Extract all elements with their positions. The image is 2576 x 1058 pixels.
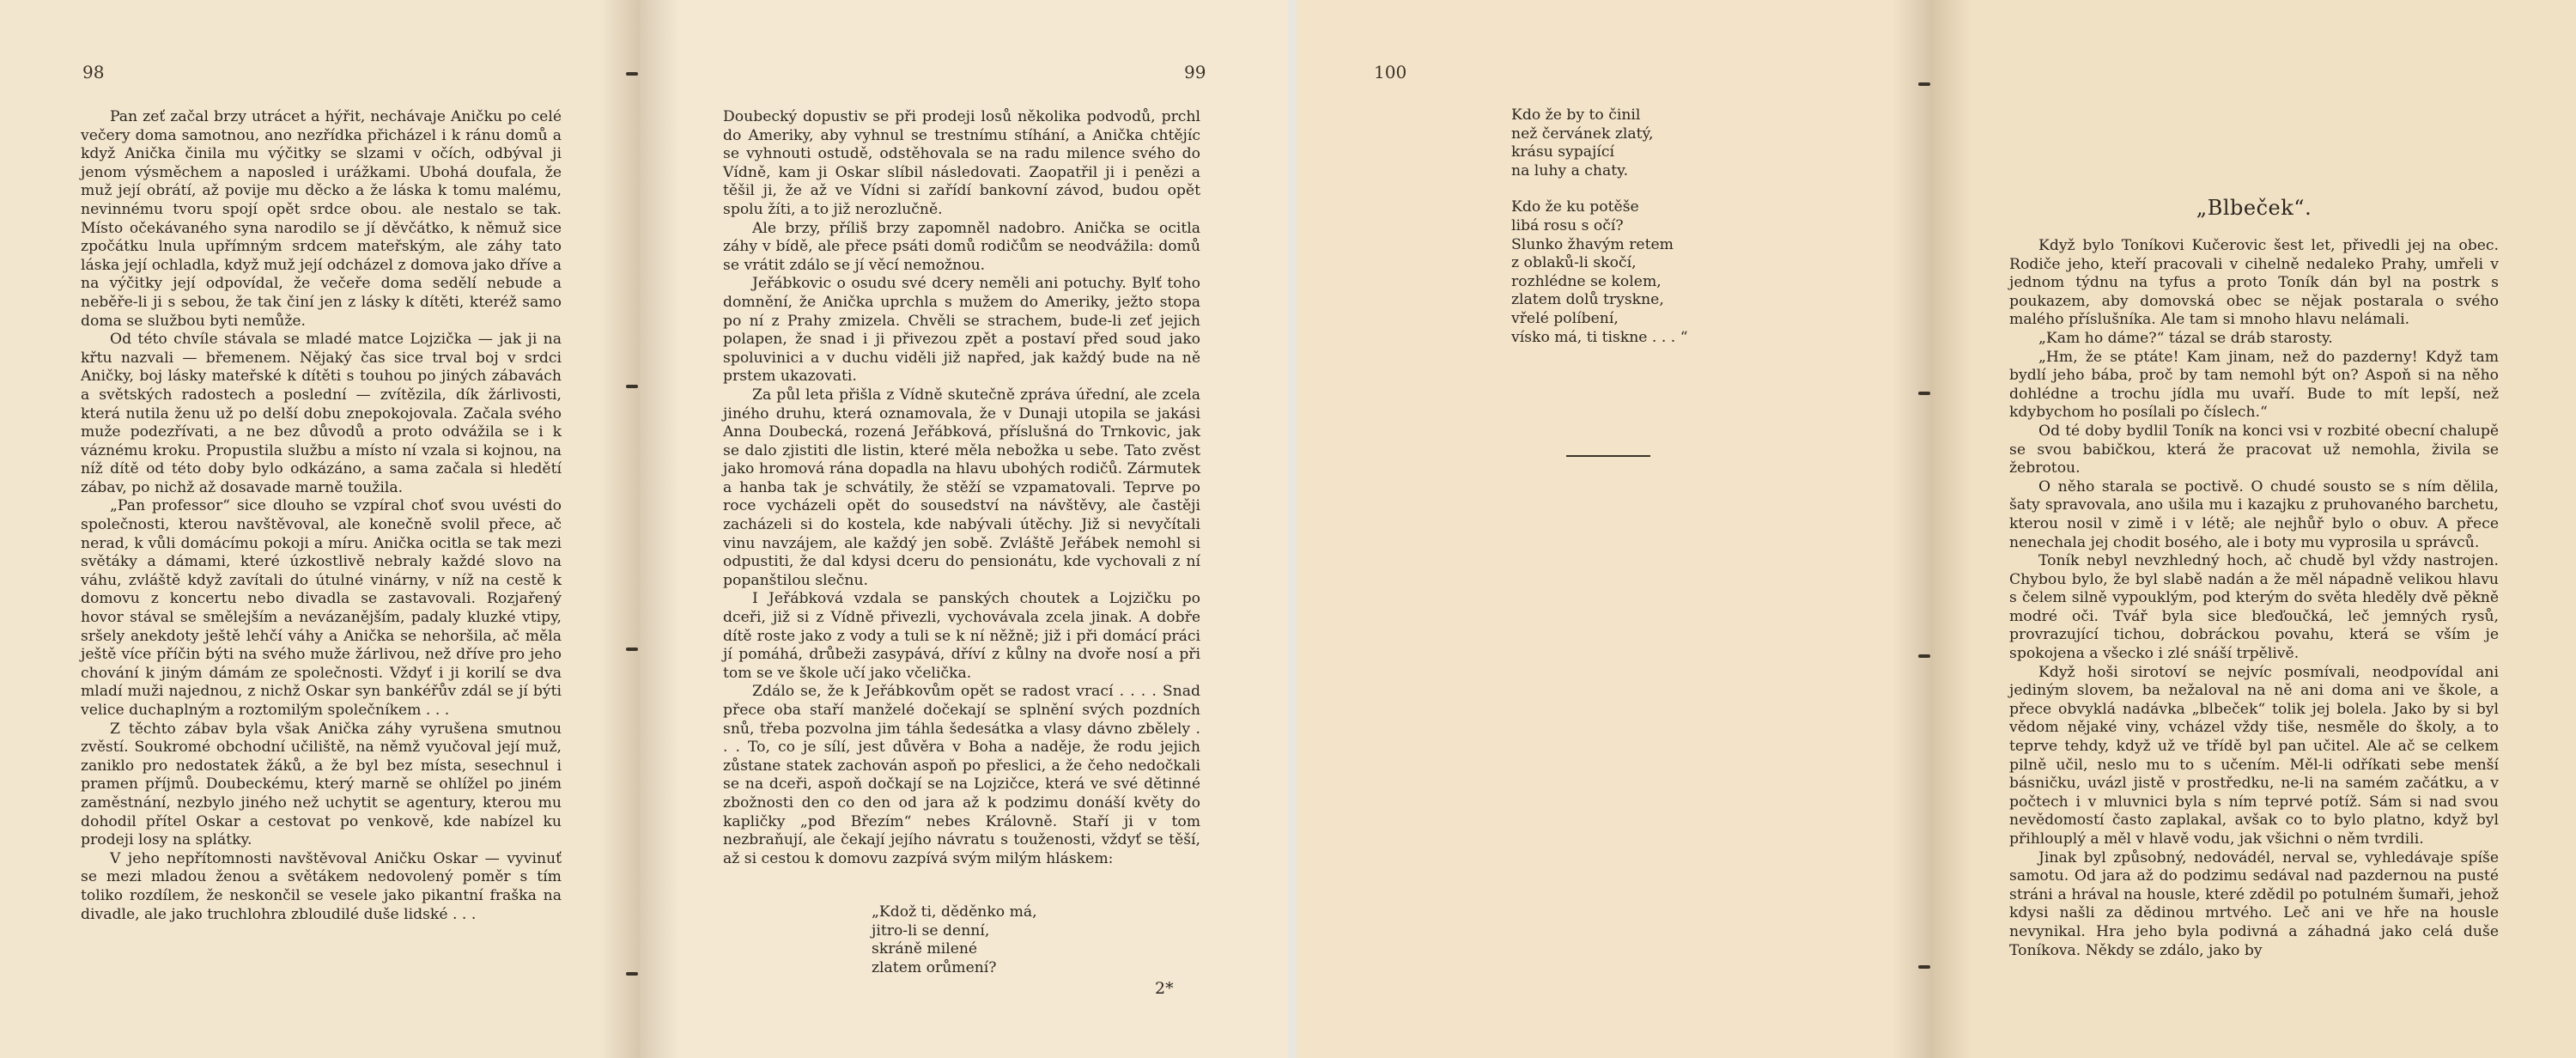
page-number: 100 — [1374, 62, 1407, 82]
binding-stitch — [626, 972, 638, 976]
paragraph: V jeho nepřítomnosti navštěvoval Aničku Oskar — vyvinuť se mezi mladou ženou a světákem nedovolený poměr s tím toliko rozdílem, že neskončil se vesele jako pikantní fraška na divadle, ale jako truchlohra zbloudilé duše lidské . . . — [81, 849, 562, 923]
poem-line: libá rosu s očí? — [1511, 216, 1624, 234]
paragraph: I Jeřábková vzdala se panských choutek a Lojzičku po dceři, již si z Vídně přivezli, vychovávala zcela jinak. A dobře dítě roste jako z vody a tuli se k ní něžně; již i při domácí práci jí pomáhá, drůbeži zasypává, dříví z kůlny na dvoře nosí a při tom se ve škole učí jako včelička. — [723, 590, 1200, 682]
poem-line: než červánek zlatý, — [1511, 125, 1654, 143]
page-number: 99 — [1184, 62, 1206, 82]
paragraph: Od této chvíle stávala se mladé matce Lojzička — jak ji na křtu nazvali — břemenem. Nějaký čas sice trval boj v srdci Aničky, boj lásky mateřské k dítěti s touhou po jiných zábavách a světských radostech a poslední — zvítězila, dík žárlivosti, která nutila ženu už po delší dobu znepokojovala. Začala svého muže podezřívati, a ne bez důvodů a proto odvážila se i k váznému kroku. Propustila službu a místo ní vzala si kojnou, na níž dítě od této doby bylo odkázáno, a sama začala si hledětí zábav, po nichž až dosavade marně toužila. — [81, 331, 562, 496]
poem-line: vřelé políbení, — [1511, 309, 1619, 327]
paragraph: Toník nebyl nevzhledný hoch, ač chudě byl vždy nastrojen. Chybou bylo, že byl slabě nadán a že měl nápadně velikou hlavu s čelem silně vypouklým, pod kterým do světa hleděly dvě pěkně modré oči. Tvář byla sice bleďoučká, leč jemných rysů, provrazující tichou, dobráckou povahu, která se vším je spokojena a všecko i zlé snáší trpělivě. — [2009, 552, 2499, 663]
page-99-body — [723, 108, 1200, 868]
paragraph: Jeřábkovic o osudu své dcery neměli ani potuchy. Bylť toho domnění, že Anička uprchla s mužem do Ameriky, ježto stopa po ní z Prahy zmizela. Chvěli se strachem, bude-li zeť jejich polapen, že snad i ji přivezou zpět a postaví před soud jako spoluvinici a v duchu viděli již napřed, jak každý bude na ně prstem ukazovati. — [723, 275, 1200, 386]
page-98-body — [81, 108, 562, 924]
paragraph: Doubecký dopustiv se při prodeji losů několika podvodů, prchl do Ameriky, aby vyhnul se trestnímu stíhání, a Anička chtějíc se vyhnouti ostudě, odstěhovala se na radu milence svého do Vídně, kam ji Oskar slíbil následovati. Zaopatřil ji i penězi a těšil ji, že až ve Vídni si zařídí bankovní závod, budou opět spolu žíti, a to již nerozlučně. — [723, 108, 1200, 218]
binding-stitch — [1918, 82, 1930, 86]
stanza — [1511, 198, 1688, 347]
story-title: „Blbeček“. — [2196, 196, 2312, 220]
paragraph: Když bylo Toníkovi Kučerovic šest let, přivedli jej na obec. Rodiče jeho, kteří pracovali v cihelně nedaleko Prahy, umřeli v jednom týdnu na tyfus a proto Toník dán byl na postrk s poukazem, aby domovská obec se nějak postarala o svého malého příslušníka. Ale tam si mnoho hlavu nelámali. — [2009, 237, 2499, 329]
poem-line: skráně milené — [872, 940, 978, 958]
poem-line: rozhlédne se kolem, — [1511, 272, 1662, 290]
paragraph: „Pan professor“ sice dlouho se vzpíral choť svou uvésti do společnosti, kterou navštěvoval, ale konečně svolil přece, ač nerad, k vůli domácímu pokoji a míru. Anička ocitla se tak mezi světáky a dámami, které úzkostlivě nebraly každé slovo na váhu, zvláště když zavítali do útulné vinárny, v níž na cestě k domovu z koncertu nebo divadla se zastavovali. Rozjařený hovor stával se smělejším a nevázanějším, padaly kluzké vtipy, sršely anekdoty ještě lehčí váhy a Anička se nehoršila, ač měla ještě více příčin býti na svého muže žárlivou, než dříve pro jeho chování k jiným dámám ze společnosti. Vždyť i ji korilí se dva mladí muži najednou, z nichž Oskar syn bankéřův zdál se jí býti velice duchaplným a roztomilým společníkem . . . — [81, 497, 562, 719]
binding-stitch — [1918, 965, 1930, 969]
poem-line: jitro-li se denní, — [872, 921, 990, 939]
page-99 — [640, 0, 1288, 1058]
poem-line: z oblaků-li skočí, — [1511, 254, 1637, 272]
binding-stitch — [1918, 654, 1930, 658]
page-blbecek — [1932, 0, 2576, 1058]
end-rule — [1566, 455, 1650, 457]
poem-line: Slunko žhavým retem — [1511, 235, 1674, 253]
paragraph: Zdálo se, že k Jeřábkovům opět se radost vrací . . . . Snad přece oba staří manželé dočekají se splnění svých pozdních snů, třeba pozvolna jim táhla šedesátka a vlasy dávno zbělely . . . To, co je sílí, jest důvěra v Boha a naděje, že rodu jejich zůstane statek zachován aspoň po přeslici, a že čeho nedočkali se na dceři, aspoň dočkají se na Lojzičce, která ve své dětinné zbožnosti den co den od jara až k podzimu donáší květy do kapličky „pod Březím“ nebes Královně. Staří ji v tom nezbraňují, ale čekají jejího návratu s touženosti, vždyť se těší, až si cestou k domovu zazpívá svým milým hláskem: — [723, 683, 1200, 867]
paragraph: Jinak byl způsobný, nedovádél, nerval se, vyhledávaje spíše samotu. Od jara až do podzimu sedával nad pazdernou na pusté stráni a hrával na housle, které zdědil po potulném šumaři, jehož kdysi našli za dědinou mrtvého. Leč ani ve hře na housle nevynikal. Hra jeho byla podivná a záhadná jako celá duše Toníkova. Někdy se zdálo, jako by — [2009, 848, 2499, 959]
binding-stitch — [626, 648, 638, 651]
gutter-shadow — [600, 0, 640, 1058]
paragraph: „Hm, že se ptáte! Kam jinam, než do pazderny! Když tam bydlí jeho bába, proč by tam nemohl být on? Aspoň si na něho dohlédne a trochu jídla mu uvaří. Bude to mít lepší, než kdybychom ho posílali po číslech.“ — [2009, 348, 2499, 422]
paragraph: Za půl leta přišla z Vídně skutečně zpráva úřední, ale zcela jiného druhu, která oznamovala, že v Dunaji utopila se jakási Anna Doubecká, rozená Jeřábková, příslušná do Trnkovic, jak se dalo zjistiti dle listin, které měla nebožka u sebe. Tato zvěst jako hromová rána dopadla na hlavu ubohých rodičů. Zármutek a hanba tak je schvátily, že stěží se vzpamatovali. Teprve po roce vycházeli opět do sousedství na návštěvy, ale častěji zacházeli si do kostela, kde nabývali útěchy. Již si nevyčítali vinu navzájem, ale každý jen sobě. Zvláště Jeřábek nemohl si odpustiti, že dal kdysi dceru do pensionátu, kde vychovali z ní popanštilou slečnu. — [723, 386, 1200, 589]
page-100 — [1297, 0, 1932, 1058]
poem-line: zlatem dolů tryskne, — [1511, 291, 1664, 309]
binding-stitch — [626, 72, 638, 76]
binding-stitch — [1918, 392, 1930, 395]
poem-line: krásu sypající — [1511, 143, 1614, 161]
paragraph: Z těchto zábav byla však Anička záhy vyrušena smutnou zvěstí. Soukromé obchodní učiliště, na němž vyučoval její muž, zaniklo pro nedostatek žáků, a že byl bez místa, sesechnul i pramen příjmů. Doubeckému, který marně se ohlížel po jiném zaměstnání, nezbylo jiného než uchytit se agentury, kterou mu dohodil přítel Oskar a cestovat po venkově, kde nabízel ku prodeji losy na splátky. — [81, 720, 562, 849]
poem-line: vísko má, ti tiskne . . . “ — [1511, 328, 1688, 346]
stanza — [1511, 106, 1688, 180]
paragraph: Pan zeť začal brzy utrácet a hýřit, nechávaje Aničku po celé večery doma samotnou, ano nezřídka přicházel i k ránu domů a když Anička činila mu výčitky se slzami v očích, odbýval ji jenom výsměchem a naposled i urážkami. Ubohá doufala, že muž její obrátí, až povije mu děcko a že láska k tomu malému, nevinnému tvoru spojí opět srdce obou. ale nestalo se tak. Místo očekávaného syna narodilo se jí děvčátko, k němuž sice zpočátku lnula upřímným srdcem mateřským, ale záhy tato láska její ochladla, když muž její odcházel z domova jako dříve a na výčitky její odpovídal, že večeře doma sedělí nebude a neběře-li ji s sebou, že tak činí jen z lásky k dítěti, kteréž samo doma se službou byti nemůže. — [81, 108, 562, 330]
poem-line: na luhy a chaty. — [1511, 161, 1629, 179]
paragraph: Od té doby bydlil Toník na konci vsi v rozbité obecní chalupě se svou babičkou, která že pracovat už nemohla, živila se žebrotou. — [2009, 422, 2499, 477]
gutter-shadow — [1893, 0, 1932, 1058]
paragraph: Když hoši sirotoví se nejvíc posmívali, neodpovídal ani jediným slovem, ba nežaloval na ně ani doma ani ve škole, a přece obvyklá nadávka „blbeček“ tolik jej bolela. Jako by si byl vědom nějaké viny, vcházel vždy tiše, nesměle do školy, a to teprve tehdy, když už ve třídě byl pan učitel. Ale ač se celkem pilně učil, neslo mu to s učením. Měl-li odříkati sebe menší básničku, uvázl jistě v prostředku, ne-li na samém začátku, a v počtech i v mluvnici byla s ním teprvé potíž. Sám si nad svou nevědomostí často zaplakal, avšak co to bylo platno, když byl přihlouplý a měl v hlavě vodu, jak všichni o něm tvrdili. — [2009, 663, 2499, 848]
poem — [1511, 106, 1688, 365]
story-body — [2009, 237, 2499, 960]
poem-line: Kdo že ku potěše — [1511, 198, 1639, 216]
poem-line: „Kdož ti, děděnko má, — [872, 903, 1037, 921]
page-number: 98 — [82, 62, 105, 82]
page-98 — [0, 0, 640, 1058]
inline-poem — [872, 903, 1037, 977]
paragraph: O něho starala se poctivě. O chudé sousto se s ním dělila, šaty spravovala, ano ušila mu i kazajku z pruhovaného barchetu, kterou nosil v zimě i v létě; ale nejhůř bylo o obuv. A přece nenechala jej chodit bosého, ale i boty mu vyprosila u správců. — [2009, 477, 2499, 551]
gutter-shadow — [1932, 0, 1971, 1058]
paragraph: Ale brzy, příliš brzy zapomněl nadobro. Anička se ocitla záhy v bídě, ale přece psáti domů rodičům se neodvážila: domů se vrátit zdálo se jí věcí nemožnou. — [723, 219, 1200, 274]
signature-mark: 2* — [1155, 979, 1174, 998]
gutter-shadow — [640, 0, 679, 1058]
binding-stitch — [626, 385, 638, 388]
paragraph: „Kam ho dáme?“ tázal se dráb starosty. — [2038, 329, 2333, 347]
poem-line: Kdo že by to činil — [1511, 106, 1641, 124]
poem-line: zlatem orůmení? — [872, 958, 997, 976]
